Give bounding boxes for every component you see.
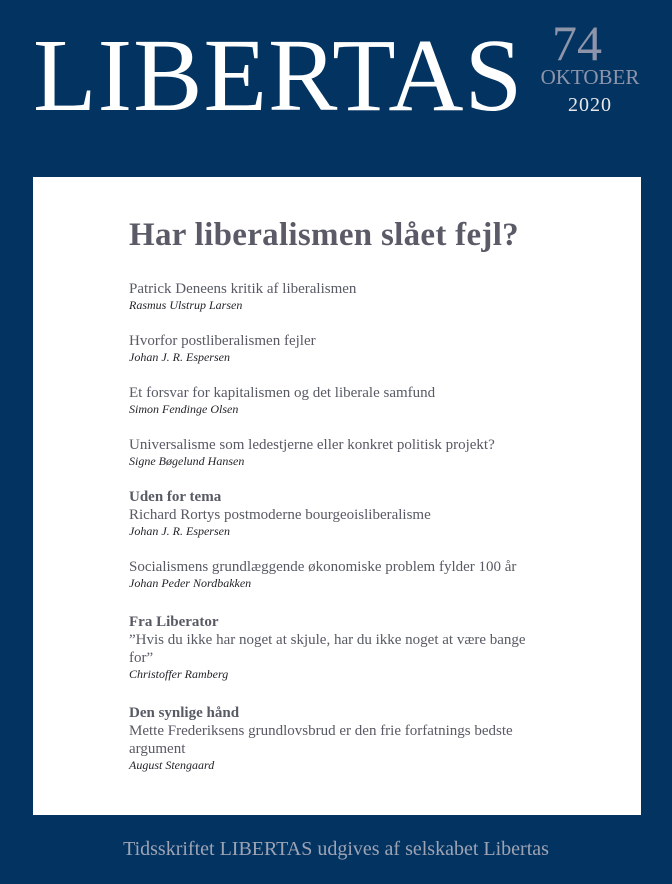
publisher-footer: Tidsskriftet LIBERTAS udgives af selskabet Libertas: [123, 838, 549, 860]
article-title: ”Hvis du ikke har noget at skjule, har du ikke noget at være bange for”: [129, 632, 526, 666]
article-title: Mette Frederiksens grundlovsbrud er den frie forfatnings bedste argument: [129, 723, 513, 757]
toc-entry: [129, 488, 549, 539]
issue-year: 2020: [568, 94, 612, 116]
section-label: Fra Liberator: [129, 614, 219, 630]
article-author: Christoffer Ramberg: [129, 667, 229, 681]
toc-entry: [129, 332, 549, 365]
article-author: Signe Bøgelund Hansen: [129, 454, 245, 468]
article-author: Johan J. R. Espersen: [129, 524, 230, 538]
issue-month: OKTOBER: [540, 65, 640, 89]
article-author: Johan J. R. Espersen: [129, 350, 230, 364]
article-author: Rasmus Ulstrup Larsen: [129, 298, 243, 312]
article-author: Simon Fendinge Olsen: [129, 402, 239, 416]
toc-entry: [129, 436, 549, 469]
toc-heading: Har liberalismen slået fejl?: [129, 217, 519, 253]
section-label: Den synlige hånd: [129, 705, 240, 721]
article-author: Johan Peder Nordbakken: [129, 576, 252, 590]
toc-entry: [129, 384, 549, 417]
article-author: August Stengaard: [129, 758, 215, 772]
article-title: Patrick Deneens kritik af liberalismen: [129, 281, 357, 297]
article-title: Socialismens grundlæggende økonomiske problem fylder 100 år: [129, 559, 517, 575]
article-title: Richard Rortys postmoderne bourgeoisliberalisme: [129, 507, 431, 523]
toc-entry: [129, 280, 549, 313]
toc-entry: [129, 704, 549, 773]
section-label: Uden for tema: [129, 489, 222, 505]
article-title: Et forsvar for kapitalismen og det liberale samfund: [129, 385, 436, 401]
toc-entry: [129, 613, 549, 682]
table-of-contents: [33, 177, 641, 815]
issue-number: 74: [552, 15, 602, 71]
article-title: Universalisme som ledestjerne eller konkret politisk projekt?: [129, 437, 495, 453]
article-title: Hvorfor postliberalismen fejler: [129, 333, 316, 349]
masthead-title: LIBERTAS: [33, 18, 524, 133]
toc-entry: [129, 558, 549, 591]
